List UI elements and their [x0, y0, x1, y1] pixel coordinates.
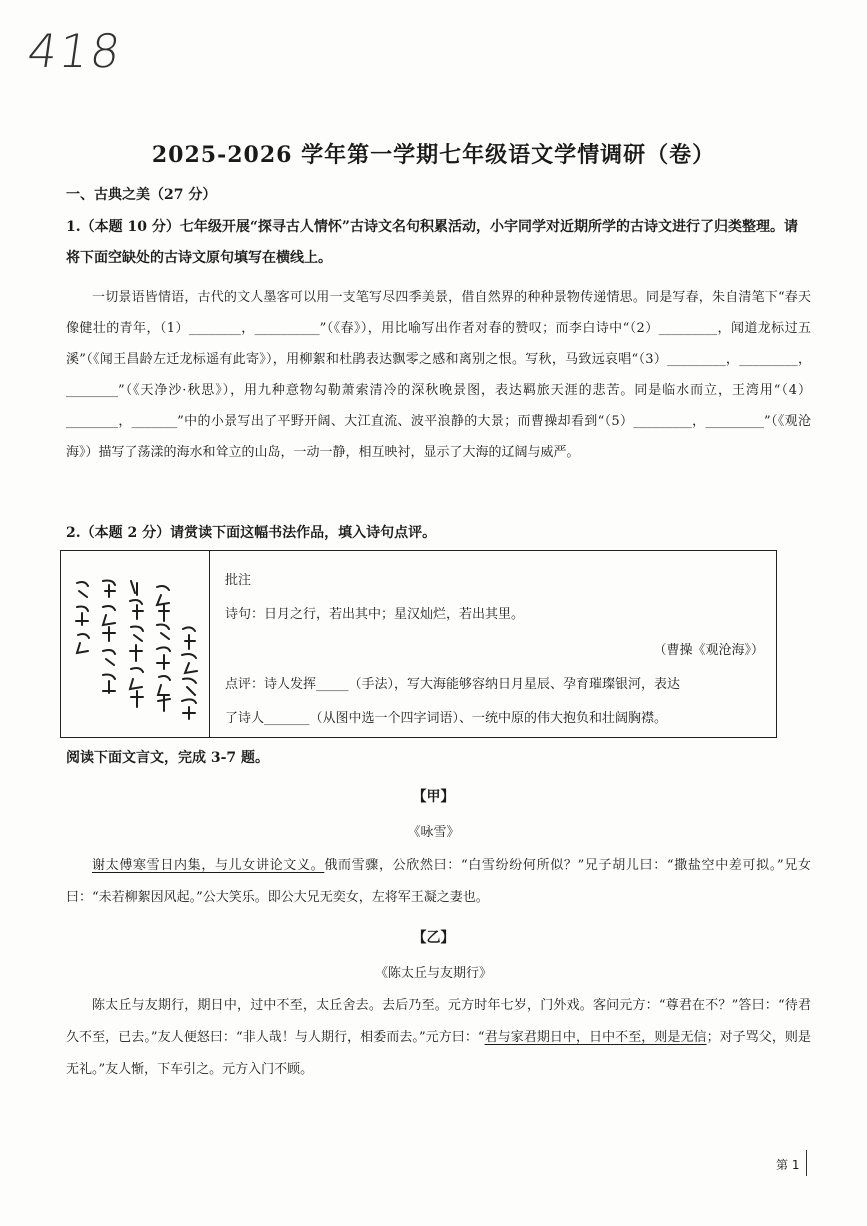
text-b-body: [66, 990, 811, 1086]
comment-line-2: 了诗人_______（从图中选一个四字词语）、一统中原的伟大抱负和壮阔胸襟。: [225, 711, 668, 726]
text-b-title: 《陈太丘与友期行》: [374, 966, 492, 981]
page-divider: [806, 1150, 807, 1176]
page-number: 第 1: [776, 1158, 800, 1172]
text-b-after: ；对子骂父，则是无礼。”友人惭，下车引之。元方入门不顾。: [66, 1030, 811, 1077]
question-2-prompt: 2.（本题 2 分）请赏读下面这幅书法作品，填入诗句点评。: [66, 525, 437, 541]
calligraphy-table: [60, 550, 777, 738]
text-b-label: 【乙】: [412, 930, 455, 946]
reading-intro: 阅读下面文言文，完成 3-7 题。: [66, 750, 270, 766]
text-a-title: 《咏雪》: [407, 825, 460, 840]
text-b-before: 陈太丘与友期行，期日中，过中不至，太丘舍去。去后乃至。元方时年七岁，门外戏。客问元方：“尊君在不？”答曰：“待君久不至，已去。”友人便怒曰：“非人哉！与人期行，相委而去。”元方曰：“: [66, 998, 811, 1045]
calligraphy-image: [61, 551, 210, 737]
page-title: 2025-2026 学年第一学期七年级语文学情调研（卷）: [151, 142, 716, 168]
text-b-underlined: 君与家君期日中，日中不至，则是无信: [484, 1030, 707, 1045]
question-1-passage: 一切景语皆情语，古代的文人墨客可以用一支笔写尽四季美景，借自然界的种种景物传递情思。同是写春，朱自清笔下“春天像健壮的青年，（1）________，__________”（《春》），用比喻写出作者对春的赞叹；而李白诗中“（2）_________，闻道龙标过五溪”（《闻王昌龄左迁龙标遥有此寄》），用柳絮和杜鹃表达飘零之感和离别之恨。写秋，马致远哀唱“（3）_________，_________，________”（《天净沙·秋思》），用九种意物勾勒萧索清冷的深秋晚景图，表达羁旅天涯的悲苦。同是临水而立，王湾用“（4）________，_______”中的小景写出了平野开阔、大江直流、波平浪静的大景；而曹操却看到“（5）_________，_________”（《观沧海》）描写了荡漾的海水和耸立的山岛，一动一静，相互映衬，显示了大海的辽阔与威严。: [66, 290, 811, 460]
text-a-underlined: 谢太傅寒雪日内集，与儿女讲论文义。: [92, 858, 325, 873]
poem-attribution: （曹操《观沧海》）: [653, 643, 764, 658]
poem-line: 诗句：日月之行，若出其中；星汉灿烂，若出其里。: [225, 607, 525, 622]
handwritten-number: 418: [24, 24, 126, 78]
text-a-label: 【甲】: [412, 789, 455, 805]
question-1-prompt: 1.（本题 10 分）七年级开展“探寻古人情怀”古诗文名句积累活动，小宇同学对近期所学的古诗文进行了归类整理。请将下面空缺处的古诗文原句填写在横线上。: [66, 219, 798, 266]
text-a-body: [66, 850, 811, 914]
note-heading: 批注: [225, 573, 252, 588]
comment-line-1: 点评：诗人发挥_____（手法），写大海能够容纳日月星辰、孕育璀璨银河，表达: [225, 677, 681, 692]
text-a-rest: 俄而雪骤，公欣然曰：“白雪纷纷何所似？”兄子胡儿曰：“撒盐空中差可拟。”兄女曰：“未若柳絮因风起。”公大笑乐。即公大兄无奕女，左将军王凝之妻也。: [66, 858, 811, 905]
calligraphy-artwork: [61, 551, 209, 737]
section-heading: 一、古典之美（27 分）: [66, 187, 217, 203]
